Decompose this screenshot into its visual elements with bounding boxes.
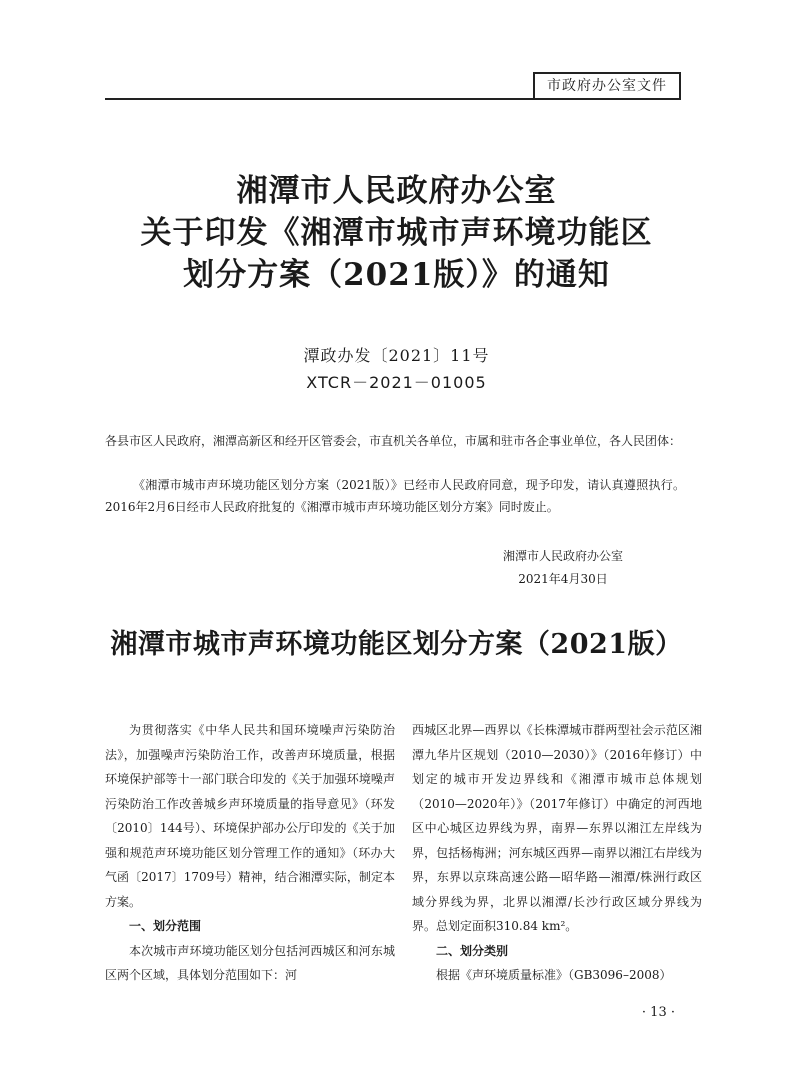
paragraph: 根据《声环境质量标准》（GB3096–2008） bbox=[436, 968, 672, 982]
title-line-1: 湘潭市人民政府办公室 bbox=[236, 173, 557, 209]
notice-body: 《湘潭市城市声环境功能区划分方案（2021版）》已经市人民政府同意，现予印发，请认真遵照执行。2016年2月6日经市人民政府批复的《湘潭市城市声环境功能区划分方案》同时废止。 bbox=[105, 478, 685, 514]
paragraph: 西城区北界—西界以《长株潭城市群两型社会示范区湘潭九华片区规划（2010—2030）》（2016年修订）中划定的城市开发边界线和《湘潭市城市总体规划（2010—2020年）》（2017年修订）中确定的河西地区中心城区边界线为界，南界—东界以湘江左岸线为界，包括杨梅洲；河东城区西界—南界以湘江右岸线为界，东界以京珠高速公路—昭华路—湘潭/株洲行政区域分界线为界，北界以湘潭/长沙行政区域分界线为界。总划定面积310.84 km²。 bbox=[412, 723, 702, 933]
signature-date: 2021年4月30日 bbox=[518, 572, 608, 586]
signature-org: 湘潭市人民政府办公室 bbox=[502, 549, 623, 563]
addressee: 各县市区人民政府，湘潭高新区和经开区管委会，市直机关各单位，市属和驻市各企事业单位，各人民团体： bbox=[105, 434, 682, 448]
left-column bbox=[105, 718, 395, 988]
right-column bbox=[412, 718, 702, 988]
page-number: · 13 · bbox=[641, 1005, 675, 1020]
section-tag: 市政府办公室文件 bbox=[533, 72, 681, 100]
paragraph: 为贯彻落实《中华人民共和国环境噪声污染防治法》，加强噪声污染防治工作，改善声环境质量，根据环境保护部等十一部门联合印发的《关于加强环境噪声污染防治工作改善城乡声环境质量的指导意见》（环发〔2010〕144号）、环境保护部办公厅印发的《关于加强和规范声环境功能区划分管理工作的通知》（环办大气函〔2017〕1709号）精神，结合湘潭实际，制定本方案。 bbox=[105, 723, 395, 909]
plan-title: 湘潭市城市声环境功能区划分方案（2021版） bbox=[110, 629, 683, 660]
section-heading: 二、划分类别 bbox=[436, 943, 509, 958]
document-code: XTCR－2021－01005 bbox=[306, 373, 487, 392]
title-line-3: 划分方案（2021版）》的通知 bbox=[183, 257, 610, 293]
title-line-2: 关于印发《湘潭市城市声环境功能区 bbox=[140, 215, 653, 251]
header-rule bbox=[105, 98, 681, 100]
document-number: 潭政办发〔2021〕11号 bbox=[303, 346, 490, 365]
paragraph: 本次城市声环境功能区划分包括河西城区和河东城区两个区域，具体划分范围如下：河 bbox=[105, 943, 395, 982]
document-title bbox=[0, 170, 793, 296]
section-heading: 一、划分范围 bbox=[129, 919, 202, 933]
